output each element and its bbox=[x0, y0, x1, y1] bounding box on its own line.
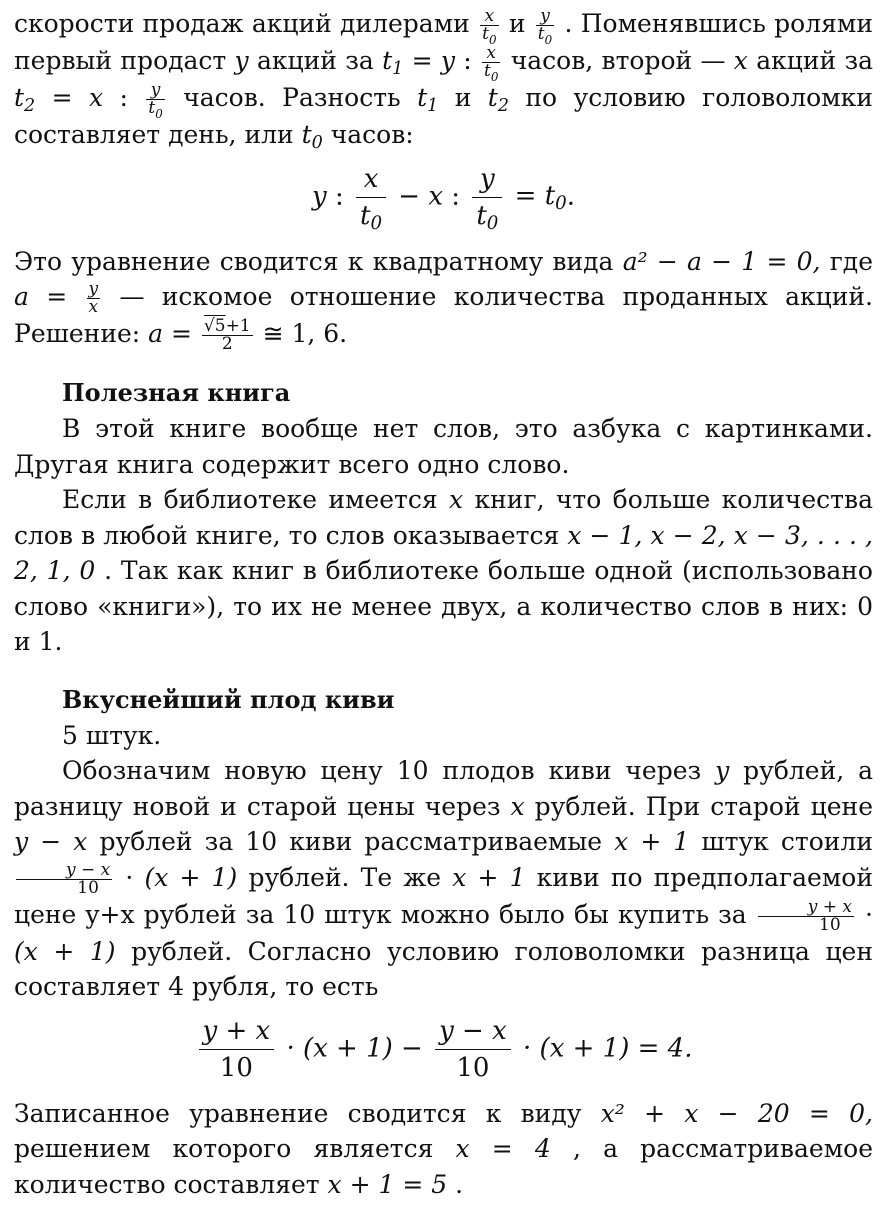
text: скорости продаж акций дилерами bbox=[14, 9, 479, 38]
paragraph: Это уравнение сводится к квадратному вида a² − a − 1 = 0, где a = $\frac{y}{x}$ — искомое отношение количества проданных акций. Решение: a = $\frac{√5+1}{2}$ ≅ 1, 6. bbox=[14, 246, 873, 354]
text: часов, второй — bbox=[510, 46, 734, 75]
fraction: $\frac{√5+1}{2}$ bbox=[203, 316, 251, 354]
fraction: $\frac{y}{x}$ bbox=[88, 279, 99, 317]
paragraph: скорости продаж акций дилерами $\frac{x}{t_0}$ и $\frac{y}{t_0}$ . Поменявшись ролями первый продаст y акций за $t_1 = y$ : $\frac{x}{t_0}$ часов, второй — x акций за $t_2 = x$ : $\frac{y}{t_0}$ часов. Разность $t_1$ и $t_2$ по условию головоломки составляет день, или $t_0$ часов: bbox=[14, 6, 873, 153]
fraction: $\frac{y}{t_0}$ bbox=[537, 6, 553, 47]
fraction: $\frac{y - x}{10}$ bbox=[16, 862, 112, 897]
equation-1: y : $\frac{x}{t_0}$ − x : $\frac{y}{t_0}$ = $t_0$. bbox=[14, 161, 873, 234]
equation-2: $\frac{y + x}{10}$ · (x + 1) − $\frac{y - x}{10}$ · (x + 1) = 4. bbox=[14, 1013, 873, 1086]
section-title: Вкуснейший плод киви bbox=[62, 684, 395, 714]
fraction: $\frac{y}{t_0}$ bbox=[148, 80, 163, 121]
var: y bbox=[234, 46, 249, 75]
fraction: $\frac{x}{t_0}$ bbox=[482, 6, 497, 47]
answer: 5 штук. bbox=[62, 720, 162, 750]
section-title: Полезная книга bbox=[62, 378, 291, 407]
text: акций за bbox=[256, 46, 383, 75]
text: и bbox=[508, 9, 534, 38]
paragraph: Обозначим новую цену 10 плодов киви через y рублей, а разницу новой и старой цены через x рублей. При старой цене y − x рублей за 10 киви рассматриваемые x + 1 штук стоили $\frac{y - x}{10}$ · (x + 1) рублей. Те же x + 1 киви по предполагаемой цене y+x рублей за 10 штук можно было бы купить за $\frac{y + x}{10}$ · (x + 1) рублей. Согласно условию головоломки разница цен составляет 4 рубля, то есть bbox=[14, 756, 874, 1001]
paragraph: Записанное уравнение сводится к виду x² + x − 20 = 0, решением которого является x = 4 , а рассматриваемое количество составляет x + 1 = 5 . bbox=[14, 1098, 873, 1199]
fraction: $\frac{x}{t_0}$ bbox=[483, 43, 499, 84]
fraction: $\frac{y + x}{10}$ bbox=[758, 899, 854, 934]
paragraph: Если в библиотеке имеется x книг, что больше количества слов в любой книге, то слов оказывается x − 1, x − 2, x − 3, . . . , 2, 1, 0 . Так как книг в библиотеке больше одной (использовано слово «книги»), то их не менее двух, а количество слов в них: 0 и 1. bbox=[14, 485, 873, 656]
paragraph: В этой книге вообще нет слов, это азбука с картинками. Другая книга содержит всего одно слово. bbox=[14, 414, 873, 479]
text: . Поменявшись ролями первый продаст bbox=[14, 9, 873, 75]
